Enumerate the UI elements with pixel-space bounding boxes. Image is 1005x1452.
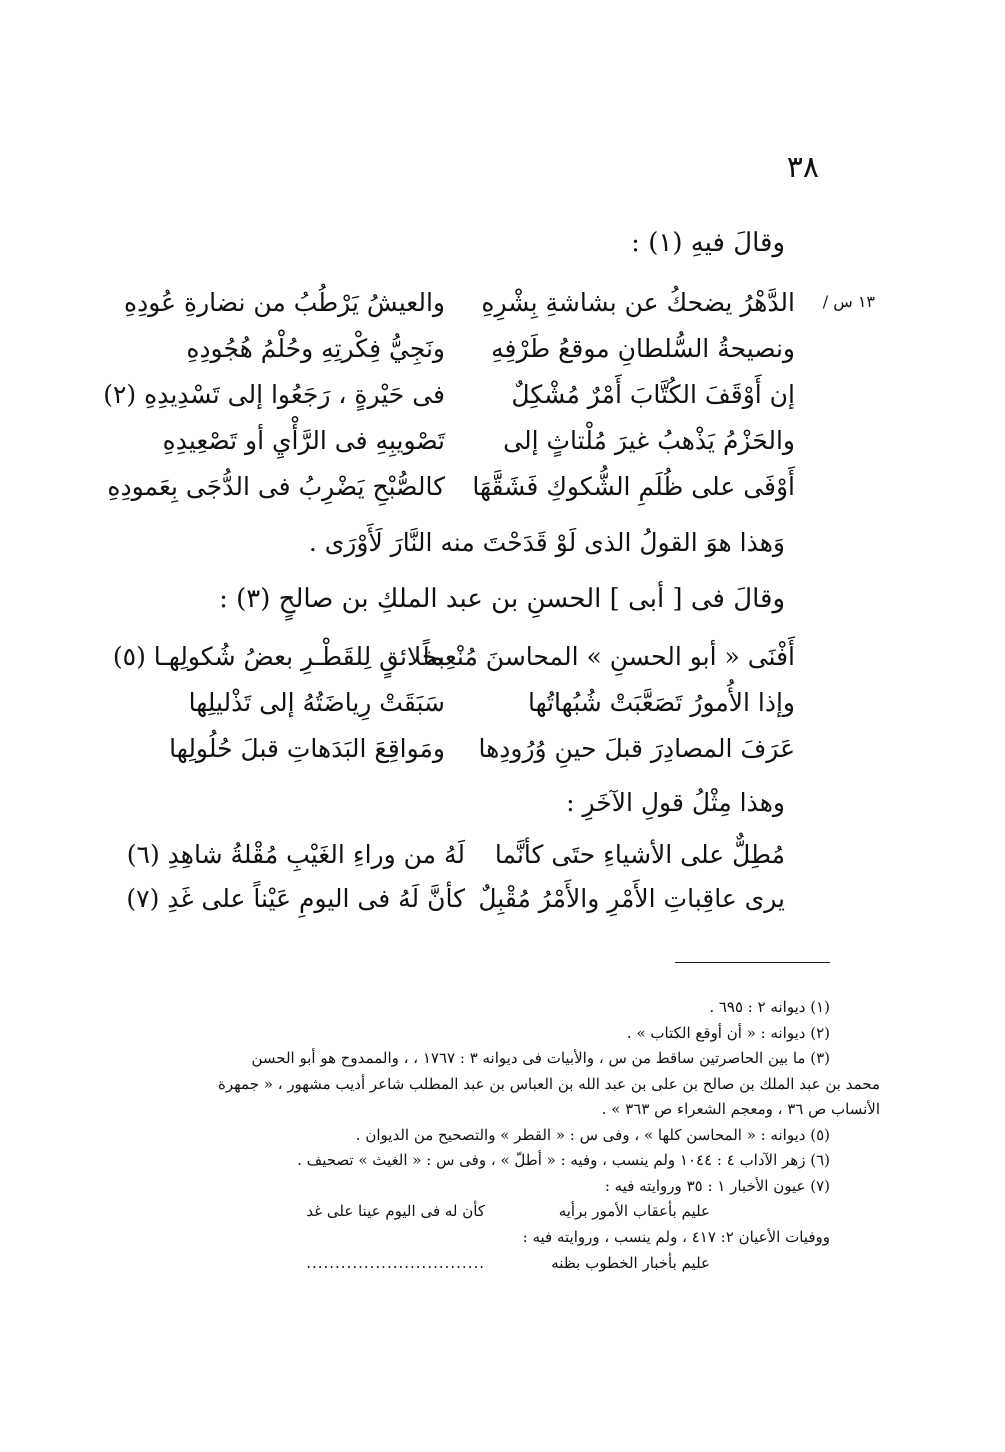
margin-reference: ١٣ س /: [822, 292, 875, 311]
verse-line: [126, 884, 785, 928]
section-heading-1: وقالَ فيهِ (١) :: [631, 228, 785, 258]
footnote-3: (٣) ما بين الحاصرتين ساقط من س ، والأبيات فى ديوانه ٣ : ١٧٦٧ ، ، والممدوح هو أبو الحسن: [251, 1049, 830, 1067]
verse-hemistich-second: لَهُ من وراءِ الغَيْبِ مُقْلةُ شاهِدِ (٦): [126, 840, 465, 869]
verse-line: [115, 688, 795, 732]
footnote-6: (٦) زهر الآداب ٤ : ١٠٤٤ ولم ينسب ، وفيه : « أطلّ » ، وفى س : « الغيث » تصحيف .: [297, 1151, 830, 1169]
verse-line: [115, 334, 795, 378]
verse-hemistich-second: والعيشُ يَرْطُبُ من نضارةِ عُودِهِ: [123, 288, 445, 317]
verse-hemistich-second: ونَجِيُّ فِكْرتِهِ وحُلْمُ هُجُودِهِ: [186, 334, 445, 363]
footnote-verse: [130, 1199, 830, 1225]
verse-hemistich-first: عَرَفَ المصادِرَ قبلَ حينِ وُرُودِها: [478, 734, 795, 763]
verse-line: [126, 840, 785, 884]
footnote-7-continued: ووفيات الأعيان ٢: ٤١٧ ، ولم ينسب ، وروايته فيه :: [522, 1228, 830, 1246]
verse-hemistich-first: مُطِلٌّ على الأشياءِ حتَى كأنَّما: [494, 840, 785, 869]
verse-line: [112, 642, 795, 686]
footnotes: [130, 995, 880, 1277]
verse-line: [115, 288, 795, 332]
verse-hemistich-first: وإذا الأُمورُ تَصَعَّبَتْ شُبُهاتُها: [527, 688, 795, 717]
footnote-divider: [675, 962, 830, 963]
prose-line: وهذا مِثْلُ قولِ الآخَرِ :: [566, 788, 785, 817]
verse-line: [107, 472, 795, 516]
footnote-verse-ellipsis: ...............................: [306, 1253, 485, 1272]
verse-hemistich-second: كالصُّبْحِ يَضْرِبُ فى الدُّجَى بِعَمودِهِ: [107, 472, 445, 501]
footnote-verse-second: كأن له فى اليوم عينا على غد: [306, 1202, 485, 1220]
verse-hemistich-first: يرى عاقِباتِ الأَمْرِ والأَمْرُ مُقْبِلٌ: [478, 884, 785, 913]
footnote-7: (٧) عيون الأخبار ١ : ٣٥ وروايته فيه :: [604, 1176, 830, 1195]
verse-hemistich-second: فى حَيْرةٍ ، رَجَعُوا إلى تَسْدِيدِهِ (٢): [103, 380, 445, 409]
prose-line: وَهذا هوَ القولُ الذى لَوْ قَدَحْتَ منه النَّارَ لَأَوْرَى .: [308, 528, 785, 557]
footnote-3-continued: الأنساب ص ٣٦ ، ومعجم الشعراء ص ٣٦٣ » .: [601, 1100, 880, 1118]
page-number: ٣٨: [786, 150, 819, 185]
verse-hemistich-first: أَوْفَى على ظُلَمِ الشُّكوكِ فَشَقَّهَا: [472, 472, 795, 501]
verse-hemistich-second: ومَواقِعَ البَدَهاتِ قبلَ حُلُولِها: [169, 734, 445, 763]
footnote-5: (٥) ديوانه : « المحاسن كلها » ، وفى س : « القطر » والتصحيح من الديوان .: [355, 1125, 830, 1144]
footnote-verse-first: عليم بأعقاب الأمور برأيه: [558, 1202, 710, 1220]
verse-line: [115, 734, 795, 778]
verse-hemistich-first: الدَّهْرُ يضحكُ عن بشاشةِ بِشْرِهِ: [481, 288, 795, 317]
footnote-2: (٢) ديوانه : « أن أوقع الكتاب » .: [626, 1023, 830, 1042]
footnote-verse-first: عليم بأخبار الخطوب بظنه: [551, 1253, 710, 1272]
verse-hemistich-first: ونصيحةُ السُّلطانِ موقعُ طَرْفِهِ: [491, 334, 795, 363]
verse-line: [103, 380, 795, 424]
footnote-3-continued: محمد بن عبد الملك بن صالح بن على بن عبد الله بن العباس بن عبد المطلب شاعر أديب مشهور ، « جمهرة: [218, 1074, 880, 1093]
verse-line: [115, 426, 795, 470]
verse-hemistich-first: إن أَوْقَفَ الكُتَّابَ أَمْرٌ مُشْكِلٌ: [511, 380, 795, 409]
footnote-1: (١) ديوانه ٢ : ٦٩٥ .: [709, 998, 830, 1016]
verse-hemistich-second: سَبَقَتْ رِياضَتُهُ إلى تَذْليلِها: [188, 688, 445, 717]
verse-hemistich-second: كأنَّ لَهُ فى اليومِ عَيْناً على غَدِ (٧): [126, 884, 465, 913]
verse-hemistich-first: أَفْنَى « أبو الحسنِ » المحاسنَ مُنْعِماً: [422, 642, 795, 671]
section-heading-2: وقالَ فى [ أبى ] الحسنِ بن عبد الملكِ بن صالحٍ (٣) :: [219, 584, 785, 614]
verse-hemistich-second: بخلائقٍ لِلقَطْـرِ بعضُ شُكولِهـا (٥): [112, 642, 445, 671]
verse-hemistich-first: والحَزْمُ يَذْهبُ غيرَ مُلْتاثٍ إلى: [503, 426, 795, 455]
footnote-verse: [130, 1251, 830, 1277]
verse-hemistich-second: تَصْويبِهِ فى الرَّأْيِ أو تَصْعِيدِهِ: [162, 426, 445, 455]
